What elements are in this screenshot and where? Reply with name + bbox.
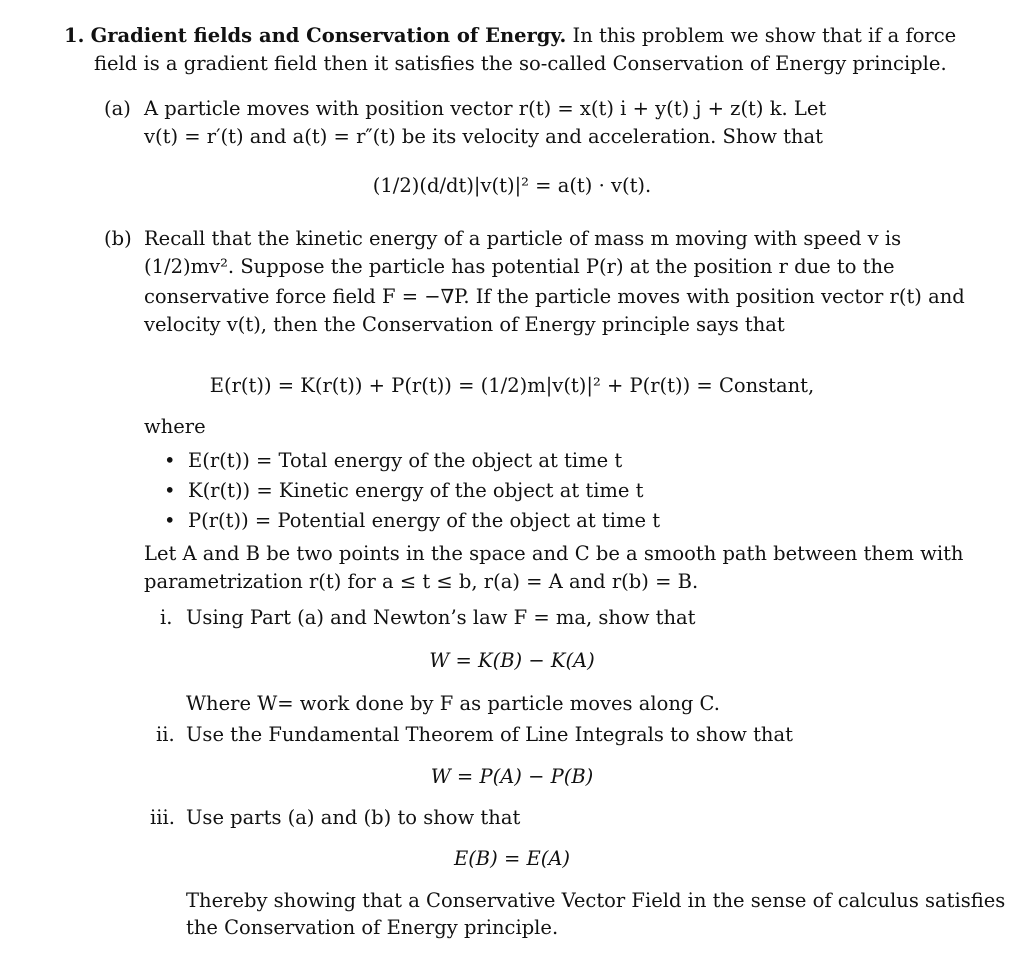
- sub-i-label: i.: [160, 606, 173, 629]
- sub-i-where: Where W= work done by F as particle moves along C.: [186, 692, 720, 715]
- problem-intro-1: In this problem we show that if a force: [572, 24, 957, 47]
- sub-i-text: Using Part (a) and Newton’s law F = ma, show that: [186, 606, 696, 629]
- energy-equation: E(r(t)) = K(r(t)) + P(r(t)) = (1/2)m|v(t)|² + P(r(t)) = Constant,: [209, 374, 815, 397]
- sub-iii-equation: E(B) = E(A): [453, 847, 571, 870]
- bullet-kinetic-energy: • K(r(t)) = Kinetic energy of the object at time t: [188, 477, 644, 504]
- part-a-label: (a): [104, 97, 131, 120]
- bullet-total-energy: • E(r(t)) = Total energy of the object at time t: [188, 447, 622, 474]
- problem-number: 1.: [64, 24, 85, 47]
- sub-ii-text: Use the Fundamental Theorem of Line Integrals to show that: [186, 723, 793, 746]
- bullet-potential-energy: • P(r(t)) = Potential energy of the object at time t: [188, 507, 660, 534]
- part-b-label: (b): [104, 227, 132, 250]
- conclusion-line-1: Thereby showing that a Conservative Vector Field in the sense of calculus satisfies: [186, 889, 1006, 912]
- problem-intro-2: field is a gradient field then it satisfies the so-called Conservation of Energy principle.: [94, 52, 947, 75]
- part-a-line-1: A particle moves with position vector r(t) = x(t) i + y(t) j + z(t) k. Let: [144, 97, 827, 120]
- part-a-line-2: v(t) = r′(t) and a(t) = r″(t) be its velocity and acceleration. Show that: [144, 125, 823, 148]
- sub-ii-equation: W = P(A) − P(B): [430, 765, 594, 788]
- part-b-line-1: Recall that the kinetic energy of a particle of mass m moving with speed v is: [144, 227, 902, 250]
- problem-title: Gradient fields and Conservation of Energy.: [90, 24, 567, 47]
- conclusion-line-2: the Conservation of Energy principle.: [186, 916, 559, 939]
- sub-iii-text: Use parts (a) and (b) to show that: [186, 806, 521, 829]
- where-label: where: [144, 415, 206, 438]
- part-b-line-2: (1/2)mv². Suppose the particle has potential P(r) at the position r due to the: [144, 255, 895, 278]
- let-line-2: parametrization r(t) for a ≤ t ≤ b, r(a) = A and r(b) = B.: [144, 570, 699, 593]
- problem-heading: [64, 22, 956, 49]
- sub-i-equation: W = K(B) − K(A): [429, 649, 595, 672]
- sub-ii-label: ii.: [156, 723, 175, 746]
- sub-iii-label: iii.: [150, 806, 175, 829]
- let-line-1: Let A and B be two points in the space and C be a smooth path between them with: [144, 542, 964, 565]
- part-a-formula: (1/2)(d/dt)|v(t)|² = a(t) · v(t).: [372, 174, 652, 197]
- part-b-line-3: conservative force field F = −∇P. If the particle moves with position vector r(t) and: [144, 285, 965, 308]
- part-b-line-4: velocity v(t), then the Conservation of Energy principle says that: [144, 313, 785, 336]
